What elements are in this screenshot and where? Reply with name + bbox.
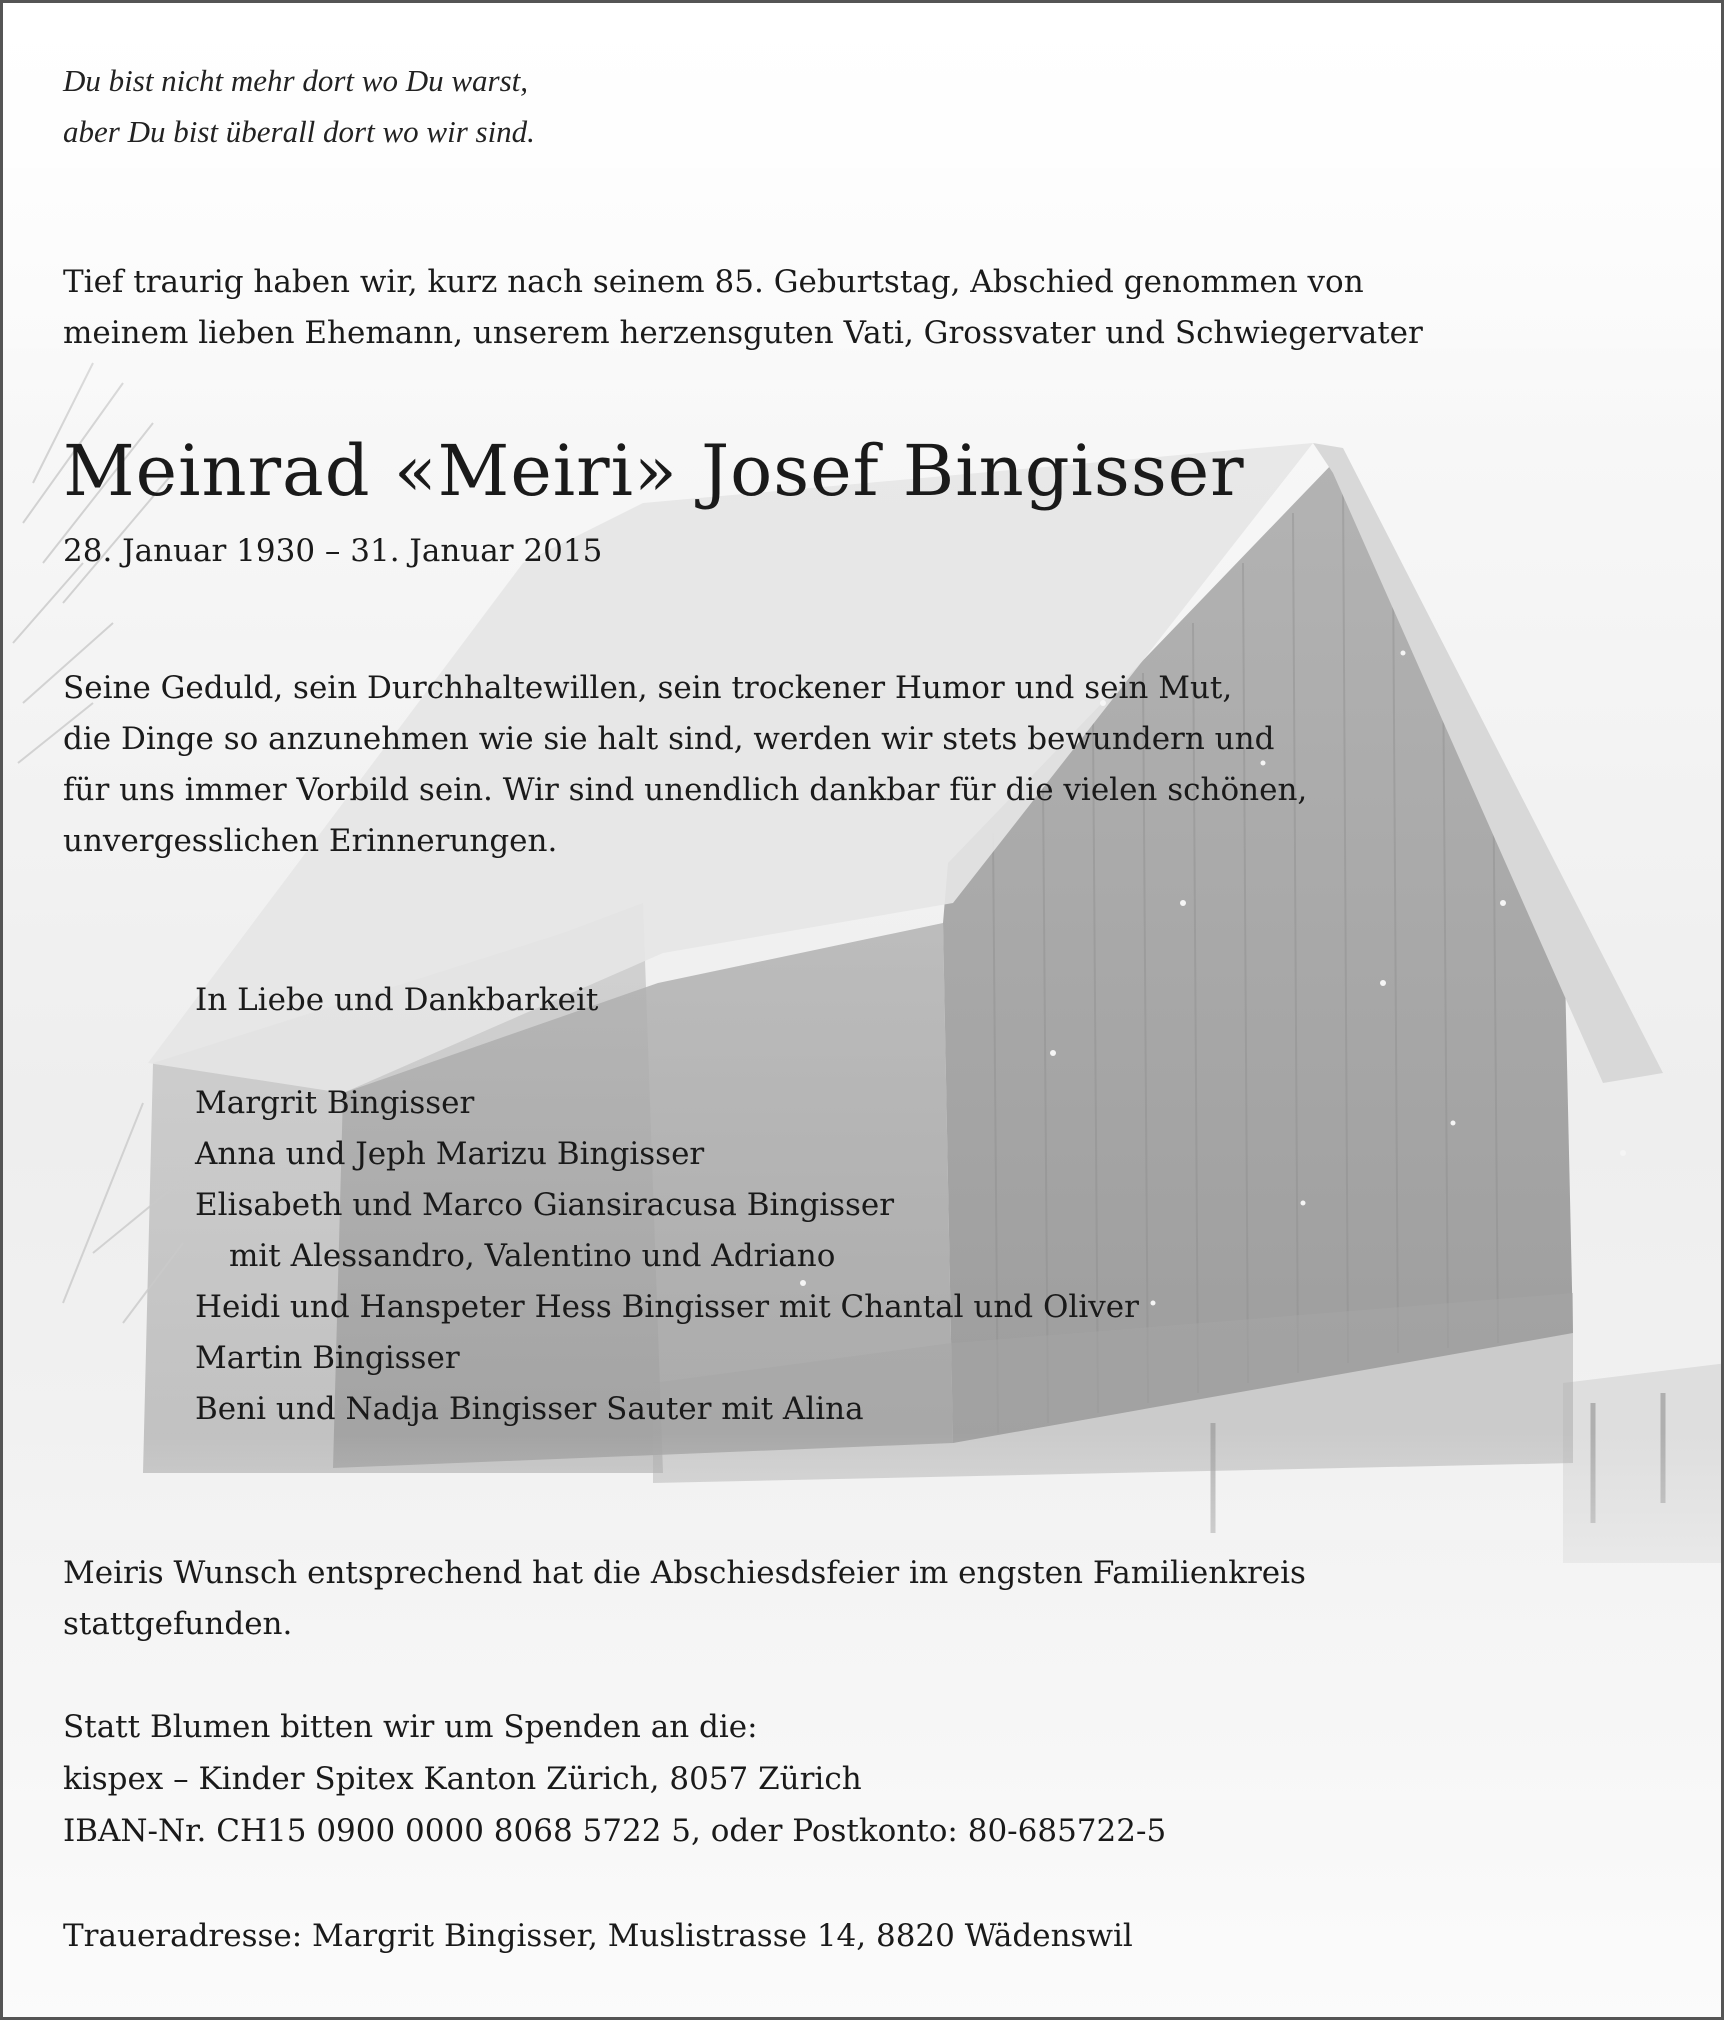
family-list <box>195 1078 1139 1435</box>
donation-line: IBAN-Nr. CH15 0900 0000 8068 5722 5, oder Postkonto: 80-685722-5 <box>63 1813 1167 1849</box>
motto-line: aber Du bist überall dort wo wir sind. <box>63 114 535 149</box>
tribute-line: für uns immer Vorbild sein. Wir sind unendlich dankbar für die vielen schönen, <box>63 772 1308 808</box>
donation-line: Statt Blumen bitten wir um Spenden an die: <box>63 1709 758 1745</box>
intro-paragraph <box>63 257 1423 359</box>
farewell-paragraph <box>63 1548 1306 1650</box>
life-dates: 28. Januar 1930 – 31. Januar 2015 <box>63 533 603 569</box>
farewell-line: stattgefunden. <box>63 1606 293 1642</box>
tribute-line: unvergesslichen Erinnerungen. <box>63 823 558 859</box>
family-member: Beni und Nadja Bingisser Sauter mit Alina <box>195 1391 864 1427</box>
donation-line: kispex – Kinder Spitex Kanton Zürich, 8057 Zürich <box>63 1761 862 1797</box>
family-member: Elisabeth und Marco Giansiracusa Bingisser <box>195 1187 895 1223</box>
intro-line: meinem lieben Ehemann, unserem herzensguten Vati, Grossvater und Schwiegervater <box>63 315 1423 351</box>
family-member: Margrit Bingisser <box>195 1085 475 1121</box>
deceased-name: Meinrad «Meiri» Josef Bingisser <box>63 430 1245 512</box>
family-member: Anna und Jeph Marizu Bingisser <box>195 1136 705 1172</box>
mourning-address: Traueradresse: Margrit Bingisser, Muslistrasse 14, 8820 Wädenswil <box>63 1918 1133 1954</box>
closing-phrase: In Liebe und Dankbarkeit <box>195 982 599 1018</box>
motto-verse <box>63 55 535 157</box>
tribute-line: die Dinge so anzunehmen wie sie halt sind, werden wir stets bewundern und <box>63 721 1275 757</box>
motto-line: Du bist nicht mehr dort wo Du warst, <box>63 63 529 98</box>
family-member: Heidi und Hanspeter Hess Bingisser mit Chantal und Oliver <box>195 1289 1139 1325</box>
donation-paragraph <box>63 1701 1166 1857</box>
intro-line: Tief traurig haben wir, kurz nach seinem 85. Geburtstag, Abschied genommen von <box>63 264 1364 300</box>
family-member-children: mit Alessandro, Valentino und Adriano <box>229 1238 836 1274</box>
tribute-paragraph <box>63 663 1307 867</box>
tribute-line: Seine Geduld, sein Durchhaltewillen, sein trockener Humor und sein Mut, <box>63 670 1233 706</box>
farewell-line: Meiris Wunsch entsprechend hat die Abschiesdsfeier im engsten Familienkreis <box>63 1555 1306 1591</box>
family-member: Martin Bingisser <box>195 1340 460 1376</box>
